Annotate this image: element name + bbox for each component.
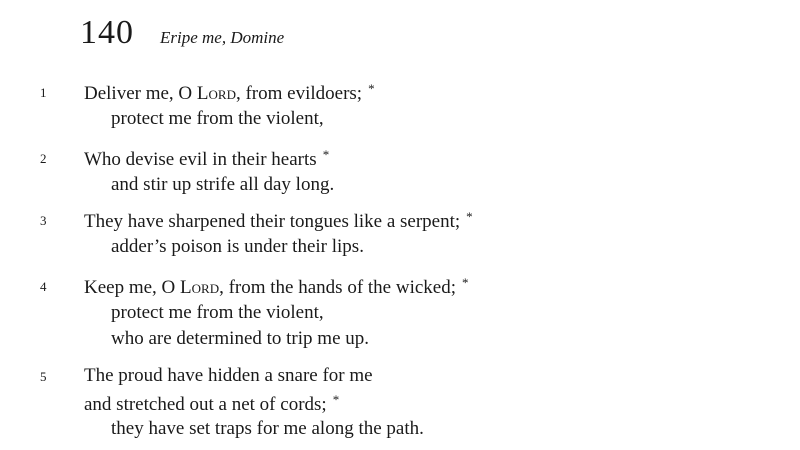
verse-line: The proud have hidden a snare for me xyxy=(84,365,373,386)
verse-number: 4 xyxy=(40,279,47,294)
verse-text: Keep me, O xyxy=(84,277,181,298)
lord-small-caps: Lord xyxy=(180,277,220,298)
verse-number: 5 xyxy=(40,369,47,384)
asterisk-mark: * xyxy=(466,209,473,224)
verse-line-indented: adder’s poison is under their lips. xyxy=(111,236,364,257)
asterisk-mark: * xyxy=(368,81,375,96)
verse-line xyxy=(84,82,375,103)
verse-line xyxy=(84,210,473,231)
verse-line-indented: who are determined to trip me up. xyxy=(111,328,370,349)
lord-small-caps: Lord xyxy=(196,83,236,104)
verse-text: Who devise evil in their hearts xyxy=(84,149,317,170)
asterisk-mark: * xyxy=(462,275,469,290)
asterisk-mark: * xyxy=(332,392,340,407)
verse-line-indented: and stir up strife all day long. xyxy=(111,174,335,195)
verse-line xyxy=(84,393,339,414)
verse-text: and stretched out a net of cords; xyxy=(84,394,327,415)
verse-line-indented: they have set traps for me along the path. xyxy=(111,418,424,439)
verse-number: 3 xyxy=(40,213,47,228)
asterisk-mark: * xyxy=(322,147,330,162)
verse-line xyxy=(84,276,469,297)
psalm-latin-title: Eripe me, Domine xyxy=(160,28,285,47)
verse-number: 2 xyxy=(40,151,47,166)
verse-line-indented: protect me from the violent, xyxy=(111,108,324,129)
psalm-header xyxy=(80,16,284,50)
verse-text: , from the hands of the wicked; xyxy=(219,277,456,298)
verse-line xyxy=(84,148,329,169)
verse-text: , from evildoers; xyxy=(235,83,363,104)
verse-text: Deliver me, O xyxy=(84,83,197,104)
psalm-number: 140 xyxy=(80,14,134,51)
verse-line-indented: protect me from the violent, xyxy=(111,302,324,323)
verse-number: 1 xyxy=(40,85,47,100)
verse-text: They have sharpened their tongues like a serpent; xyxy=(84,211,461,232)
